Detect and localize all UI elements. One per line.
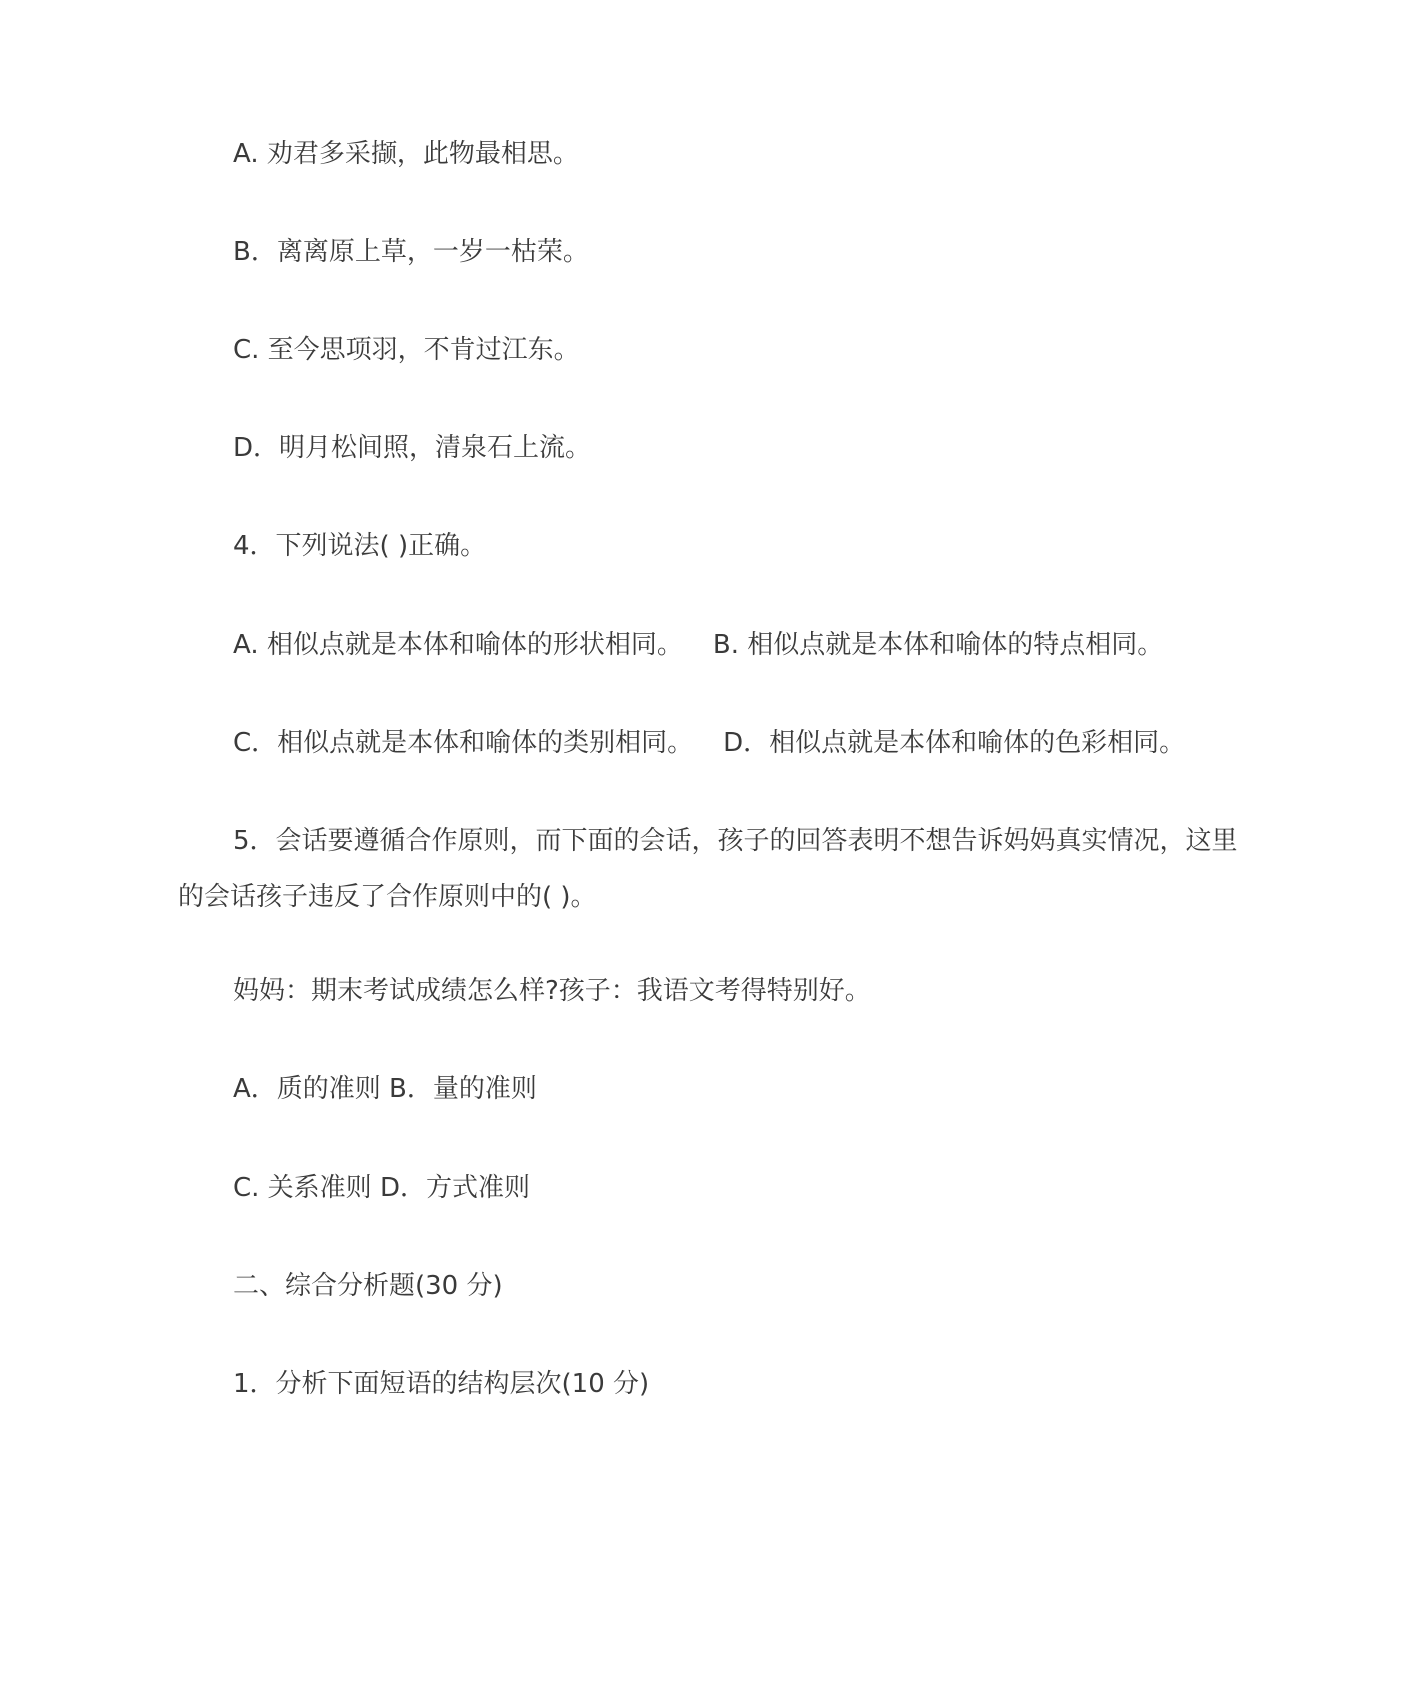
q5-stem: 5．会话要遵循合作原则，而下面的会话，孩子的回答表明不想告诉妈妈真实情况，这里的会话孩子违反了合作原则中的( )。 [178,826,1238,912]
section-2-title: 二、综合分析题(30 分) [233,1271,503,1301]
q4-options-ab [178,617,1238,673]
q4-option-a: A. 相似点就是本体和喻体的形状相同。 [233,630,683,660]
q3-option-d: D．明月松间照，清泉石上流。 [233,433,592,463]
q3-option-c: C. 至今思项羽，不肯过江东。 [233,335,580,365]
q5-options-ab: A．质的准则 B．量的准则 [233,1074,537,1104]
q5-dialog: 妈妈：期末考试成绩怎么样?孩子：我语文考得特别好。 [233,976,871,1006]
q5-options-cd: C. 关系准则 D．方式准则 [233,1173,530,1203]
q4-option-d: D．相似点就是本体和喻体的色彩相同。 [723,728,1186,758]
q4-stem: 4．下列说法( )正确。 [233,531,487,561]
q4-options-cd [178,715,1238,771]
q3-option-a: A. 劝君多采撷，此物最相思。 [233,139,579,169]
q4-option-b: B. 相似点就是本体和喻体的特点相同。 [712,630,1164,660]
q3-option-b: B．离离原上草，一岁一枯荣。 [233,237,589,267]
section-2-question-1: 1．分析下面短语的结构层次(10 分) [233,1369,650,1399]
q4-option-c: C．相似点就是本体和喻体的类别相同。 [233,728,694,758]
